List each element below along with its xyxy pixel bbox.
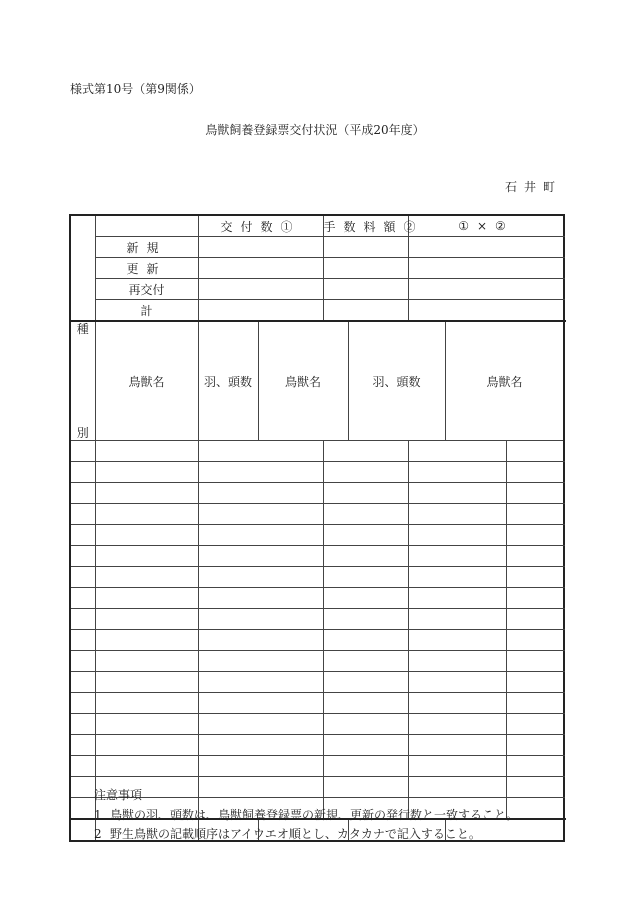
note-number: 1 xyxy=(94,808,102,822)
summary-cell xyxy=(198,279,323,300)
species-entry-cell xyxy=(95,693,198,714)
species-entry-cell xyxy=(198,588,323,609)
summary-cell xyxy=(323,279,408,300)
species-entry-cell xyxy=(198,651,323,672)
species-entry-cell xyxy=(198,525,323,546)
species-entry-cell xyxy=(198,693,323,714)
species-entry-cell xyxy=(95,651,198,672)
summary-row-label-reissue: 再交付 xyxy=(95,279,198,300)
species-entry-cell xyxy=(323,441,408,462)
species-entry-cell xyxy=(323,693,408,714)
species-entry-cell xyxy=(198,672,323,693)
species-entry-cell xyxy=(506,609,564,630)
species-entry-cell xyxy=(323,609,408,630)
summary-header-issued: 交付数① xyxy=(198,215,323,237)
species-entry-cell xyxy=(198,567,323,588)
species-entry-cell xyxy=(408,756,506,777)
species-entry-cell xyxy=(506,504,564,525)
species-entry-cell xyxy=(70,630,95,651)
summary-row-label-new: 新規 xyxy=(95,237,198,258)
species-entry-cell xyxy=(408,714,506,735)
species-entry-cell xyxy=(323,735,408,756)
species-entry-cell xyxy=(323,756,408,777)
species-entry-cell xyxy=(506,672,564,693)
species-entry-cell xyxy=(506,483,564,504)
species-entry-cell xyxy=(70,546,95,567)
species-entry-cell xyxy=(408,777,506,798)
species-entry-row xyxy=(70,651,564,672)
species-entry-cell xyxy=(70,714,95,735)
species-entry-cell xyxy=(70,567,95,588)
species-entry-cell xyxy=(95,504,198,525)
species-entry-cell xyxy=(323,483,408,504)
species-entry-cell xyxy=(95,441,198,462)
species-side-label-bottom: 別 xyxy=(76,426,89,440)
summary-header-fee: 手数料額② xyxy=(323,215,408,237)
species-entry-cell xyxy=(198,504,323,525)
species-entry-cell xyxy=(408,630,506,651)
species-entry-row xyxy=(70,483,564,504)
species-entry-row xyxy=(70,630,564,651)
species-entry-cell xyxy=(70,609,95,630)
species-entry-row xyxy=(70,693,564,714)
species-entry-cell xyxy=(198,714,323,735)
species-entry-row xyxy=(70,504,564,525)
species-entry-cell xyxy=(506,651,564,672)
summary-cell xyxy=(198,237,323,258)
species-entry-cell xyxy=(506,588,564,609)
species-entry-cell xyxy=(198,462,323,483)
species-entry-row xyxy=(70,609,564,630)
summary-cell xyxy=(198,300,323,322)
summary-cell xyxy=(323,237,408,258)
species-entry-cell xyxy=(506,525,564,546)
species-entry-cell xyxy=(408,672,506,693)
species-entry-row xyxy=(70,546,564,567)
species-entry-cell xyxy=(95,567,198,588)
species-entry-cell xyxy=(323,714,408,735)
summary-cell xyxy=(408,237,564,258)
species-header-count: 羽、頭数 xyxy=(198,321,258,441)
species-entry-row xyxy=(70,588,564,609)
species-entry-cell xyxy=(95,462,198,483)
species-entry-cell xyxy=(95,609,198,630)
summary-cell xyxy=(408,300,564,322)
species-entry-cell xyxy=(506,567,564,588)
species-entry-cell xyxy=(95,672,198,693)
form-number: 様式第10号（第9関係） xyxy=(70,82,201,96)
species-entry-cell xyxy=(506,630,564,651)
summary-header-product: ①×② xyxy=(408,215,564,237)
species-header-count: 羽、頭数 xyxy=(348,321,445,441)
town-name: 石井町 xyxy=(504,180,562,194)
species-entry-cell xyxy=(70,483,95,504)
species-entry-cell xyxy=(70,798,95,820)
document-title: 鳥獣飼養登録票交付状況（平成20年度） xyxy=(205,123,425,137)
species-entry-cell xyxy=(408,651,506,672)
species-entry-row xyxy=(70,777,564,798)
summary-cell xyxy=(323,258,408,279)
species-entry-cell xyxy=(70,672,95,693)
summary-cell xyxy=(408,279,564,300)
species-entry-cell xyxy=(198,483,323,504)
species-entry-cell xyxy=(408,462,506,483)
note-text: 鳥獣の羽、頭数は、鳥獣飼養登録票の新規、更新の発行数と一致すること。 xyxy=(110,808,519,822)
species-entry-row xyxy=(70,756,564,777)
species-entry-cell xyxy=(408,546,506,567)
species-entry-cell xyxy=(323,651,408,672)
species-entry-cell xyxy=(70,441,95,462)
species-entry-cell xyxy=(70,588,95,609)
species-entry-cell xyxy=(198,546,323,567)
species-entry-row xyxy=(70,525,564,546)
species-entry-row xyxy=(70,714,564,735)
summary-row-label-total: 計 xyxy=(95,300,198,322)
species-entry-cell xyxy=(70,693,95,714)
species-entry-cell xyxy=(408,609,506,630)
summary-cell xyxy=(323,300,408,322)
species-entry-cell xyxy=(95,546,198,567)
species-entry-cell xyxy=(408,693,506,714)
species-entry-cell xyxy=(70,651,95,672)
species-entry-cell xyxy=(408,504,506,525)
species-entry-cell xyxy=(506,735,564,756)
species-entry-cell xyxy=(323,672,408,693)
species-side-label-top: 種 xyxy=(76,322,89,336)
species-entry-cell xyxy=(95,483,198,504)
summary-cell xyxy=(198,258,323,279)
species-entry-cell xyxy=(408,441,506,462)
species-entry-cell xyxy=(506,777,564,798)
species-entry-cell xyxy=(70,525,95,546)
species-entry-cell xyxy=(408,588,506,609)
species-entry-cell xyxy=(70,462,95,483)
species-entry-cell xyxy=(198,756,323,777)
species-entry-cell xyxy=(323,588,408,609)
species-entry-cell xyxy=(323,546,408,567)
species-entry-row xyxy=(70,567,564,588)
summary-side-cell xyxy=(70,215,95,321)
species-header-name: 鳥獣名 xyxy=(95,321,198,441)
species-entry-cell xyxy=(506,756,564,777)
species-entry-cell xyxy=(95,714,198,735)
species-entry-cell xyxy=(198,735,323,756)
species-entry-cell xyxy=(408,483,506,504)
species-entry-cell xyxy=(506,441,564,462)
species-entry-cell xyxy=(95,756,198,777)
species-entry-cell xyxy=(95,735,198,756)
summary-header-blank xyxy=(95,215,198,237)
species-entry-cell xyxy=(506,546,564,567)
note-item xyxy=(94,806,518,823)
species-entry-row xyxy=(70,441,564,462)
species-header-name: 鳥獣名 xyxy=(258,321,348,441)
species-side-label xyxy=(70,321,95,441)
species-entry-cell xyxy=(506,693,564,714)
species-entry-cell xyxy=(70,777,95,798)
species-entry-cell xyxy=(198,609,323,630)
species-entry-cell xyxy=(323,462,408,483)
note-text: 野生鳥獣の記載順序はアイウエオ順とし、カタカナで記入すること。 xyxy=(110,827,481,841)
species-entry-cell xyxy=(323,630,408,651)
species-entry-cell xyxy=(506,462,564,483)
species-entry-cell xyxy=(198,777,323,798)
species-entry-cell xyxy=(408,735,506,756)
species-entry-cell xyxy=(70,735,95,756)
notes-heading: 注意事項 xyxy=(94,788,143,802)
species-entry-cell xyxy=(70,504,95,525)
species-entry-cell xyxy=(198,441,323,462)
species-entry-cell xyxy=(70,756,95,777)
species-entry-cell xyxy=(323,525,408,546)
note-item xyxy=(94,825,481,842)
species-entry-cell xyxy=(323,504,408,525)
species-entry-cell xyxy=(95,588,198,609)
species-entry-row xyxy=(70,735,564,756)
footer-cell xyxy=(70,819,95,841)
note-number: 2 xyxy=(94,827,102,841)
summary-row-label-renewal: 更新 xyxy=(95,258,198,279)
species-entry-cell xyxy=(506,714,564,735)
species-entry-cell xyxy=(408,567,506,588)
species-entry-cell xyxy=(198,630,323,651)
summary-cell xyxy=(408,258,564,279)
species-entry-cell xyxy=(95,630,198,651)
species-entry-cell xyxy=(408,525,506,546)
species-header-name: 鳥獣名 xyxy=(445,321,564,441)
species-entry-cell xyxy=(323,777,408,798)
species-entry-row xyxy=(70,462,564,483)
species-entry-cell xyxy=(95,525,198,546)
registration-table xyxy=(69,214,565,842)
species-entry-cell xyxy=(323,567,408,588)
species-entry-row xyxy=(70,672,564,693)
